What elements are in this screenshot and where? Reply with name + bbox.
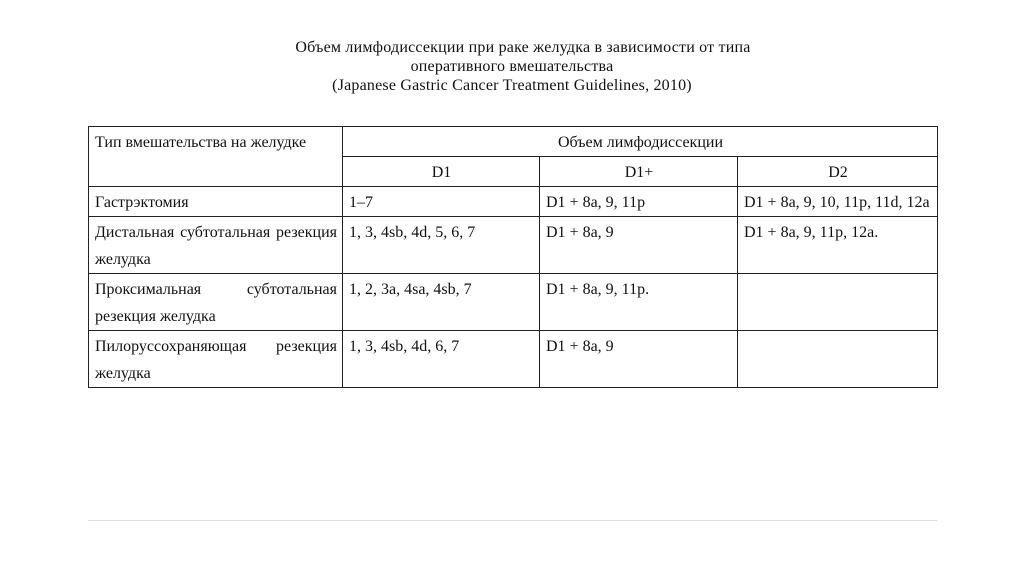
header-d1: D1: [343, 157, 540, 187]
row-d1-cell: 1, 3, 4sb, 4d, 6, 7: [343, 331, 540, 388]
caption-line-1: Объем лимфодиссекции при раке желудка в зависимости от типа: [295, 39, 751, 56]
table-row: [89, 217, 938, 274]
lymphadenectomy-table: [88, 126, 938, 388]
bottom-divider: [88, 520, 937, 521]
table-row: [89, 274, 938, 331]
header-intervention-type: Тип вмешательства на желудке: [89, 127, 343, 187]
row-type-cell: Проксимальная субтотальная резекция желудка: [89, 274, 343, 331]
caption-line-3: (Japanese Gastric Cancer Treatment Guidelines, 2010): [332, 77, 692, 94]
header-d1-plus: D1+: [540, 157, 738, 187]
table-row: [89, 331, 938, 388]
row-d1-plus-cell: D1 + 8a, 9: [540, 331, 738, 388]
row-d1-plus-cell: D1 + 8a, 9: [540, 217, 738, 274]
header-row-1: [89, 127, 938, 157]
table-row: [89, 187, 938, 217]
row-d1-cell: 1–7: [343, 187, 540, 217]
row-d1-plus-cell: D1 + 8a, 9, 11p: [540, 187, 738, 217]
row-d2-cell: D1 + 8a, 9, 11p, 12a.: [738, 217, 938, 274]
row-d2-cell: D1 + 8a, 9, 10, 11p, 11d, 12a: [738, 187, 938, 217]
row-d1-cell: 1, 2, 3a, 4sa, 4sb, 7: [343, 274, 540, 331]
row-d2-cell: [738, 274, 938, 331]
row-type-cell: Гастрэктомия: [89, 187, 343, 217]
table-caption: [0, 38, 1024, 95]
header-dissection-volume: Объем лимфодиссекции: [343, 127, 938, 157]
row-d2-cell: [738, 331, 938, 388]
row-type-cell: Дистальная субтотальная резекция желудка: [89, 217, 343, 274]
header-d2: D2: [738, 157, 938, 187]
row-type-cell: Пилоруссохраняющая резекция желудка: [89, 331, 343, 388]
row-d1-cell: 1, 3, 4sb, 4d, 5, 6, 7: [343, 217, 540, 274]
caption-line-2: оперативного вмешательства: [410, 58, 614, 75]
row-d1-plus-cell: D1 + 8a, 9, 11p.: [540, 274, 738, 331]
